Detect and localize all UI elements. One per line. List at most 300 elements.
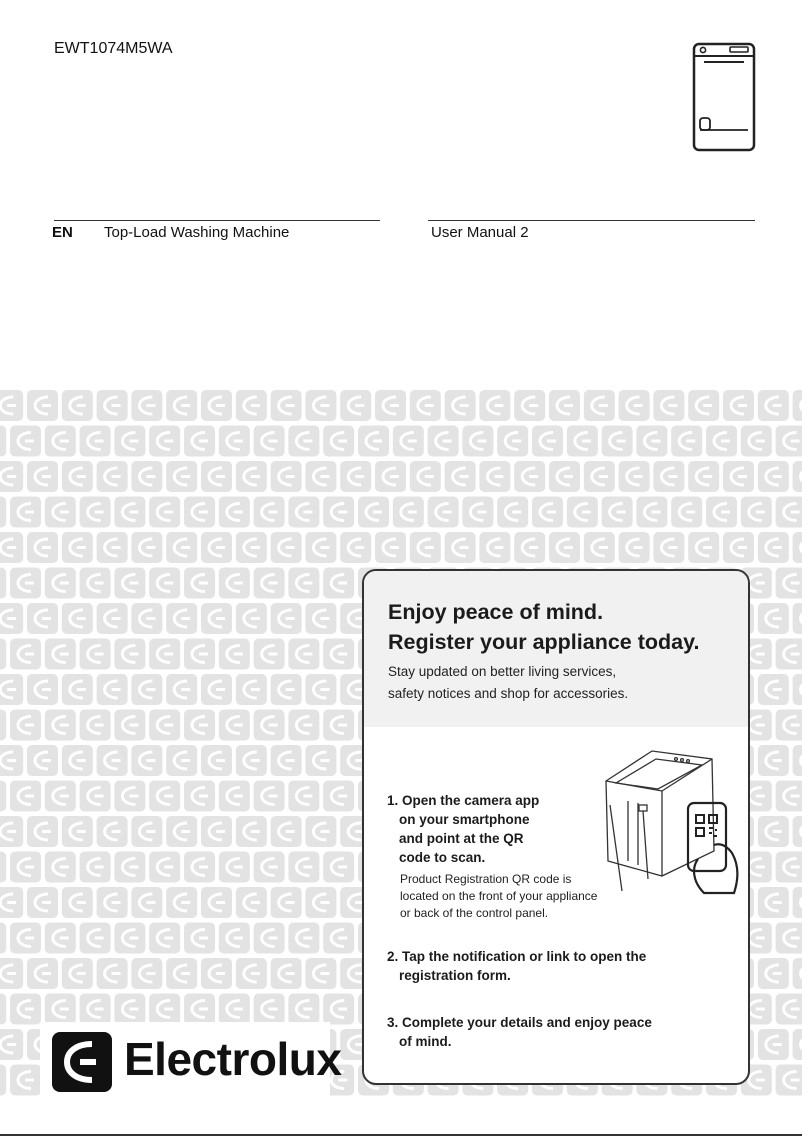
pattern-tile (166, 958, 197, 989)
pattern-tile (166, 887, 197, 918)
pattern-tile (114, 497, 145, 528)
pattern-tile (62, 674, 93, 705)
pattern-tile (0, 958, 23, 989)
pattern-tile (254, 710, 285, 741)
pattern-tile (62, 745, 93, 776)
pattern-tile (254, 426, 285, 457)
pattern-tile (602, 497, 633, 528)
pattern-tile (201, 674, 232, 705)
pattern-tile (166, 603, 197, 634)
pattern-tile (636, 497, 667, 528)
pattern-tile (271, 816, 302, 847)
pattern-tile (254, 994, 285, 1025)
registration-step-3 (387, 1013, 717, 1051)
pattern-tile (114, 639, 145, 670)
pattern-tile (114, 852, 145, 883)
pattern-tile (636, 426, 667, 457)
pattern-tile (479, 532, 510, 563)
pattern-tile (10, 852, 41, 883)
pattern-tile (653, 461, 684, 492)
pattern-tile (62, 390, 93, 421)
pattern-tile (776, 994, 802, 1025)
pattern-tile (219, 568, 250, 599)
pattern-tile (254, 497, 285, 528)
pattern-tile (793, 390, 802, 421)
pattern-tile (584, 461, 615, 492)
registration-step-1 (387, 791, 567, 867)
pattern-tile (793, 674, 802, 705)
pattern-tile (288, 497, 319, 528)
step1-line1: 1. Open the camera app (387, 793, 540, 808)
pattern-tile (271, 674, 302, 705)
pattern-tile (131, 745, 162, 776)
pattern-tile (97, 532, 128, 563)
pattern-tile (27, 674, 58, 705)
pattern-tile (80, 710, 111, 741)
pattern-tile (723, 390, 754, 421)
pattern-tile (271, 958, 302, 989)
pattern-tile (532, 426, 563, 457)
pattern-tile (114, 568, 145, 599)
model-number: EWT1074M5WA (54, 40, 173, 57)
pattern-tile (340, 532, 371, 563)
pattern-tile (549, 390, 580, 421)
pattern-tile (62, 603, 93, 634)
pattern-tile (793, 461, 802, 492)
pattern-tile (758, 745, 789, 776)
pattern-tile (497, 426, 528, 457)
pattern-tile (305, 816, 336, 847)
pattern-tile (671, 497, 702, 528)
pattern-tile (219, 852, 250, 883)
pattern-tile (0, 852, 6, 883)
pattern-tile (549, 461, 580, 492)
pattern-tile (445, 390, 476, 421)
pattern-tile (27, 461, 58, 492)
electrolux-logo-icon (52, 1032, 112, 1092)
pattern-tile (236, 390, 267, 421)
pattern-tile (584, 532, 615, 563)
pattern-tile (288, 710, 319, 741)
pattern-tile (741, 497, 772, 528)
pattern-tile (758, 887, 789, 918)
pattern-tile (271, 603, 302, 634)
pattern-tile (10, 923, 41, 954)
pattern-tile (271, 745, 302, 776)
pattern-tile (166, 674, 197, 705)
step3-line1: 3. Complete your details and enjoy peace (387, 1015, 652, 1030)
pattern-tile (497, 497, 528, 528)
pattern-tile (254, 852, 285, 883)
pattern-tile (184, 426, 215, 457)
pattern-tile (706, 497, 737, 528)
pattern-tile (323, 994, 354, 1025)
pattern-tile (288, 426, 319, 457)
pattern-tile (0, 1065, 6, 1096)
pattern-tile (114, 781, 145, 812)
pattern-tile (271, 461, 302, 492)
pattern-tile (201, 816, 232, 847)
pattern-tile (305, 532, 336, 563)
pattern-tile (0, 923, 6, 954)
pattern-tile (0, 568, 6, 599)
pattern-tile (62, 816, 93, 847)
step2-line2: registration form. (399, 968, 511, 983)
pattern-tile (776, 568, 802, 599)
pattern-tile (27, 816, 58, 847)
pattern-tile (62, 958, 93, 989)
pattern-tile (584, 390, 615, 421)
pattern-tile (166, 390, 197, 421)
pattern-tile (131, 816, 162, 847)
pattern-tile (0, 461, 23, 492)
pattern-tile (149, 852, 180, 883)
pattern-tile (131, 461, 162, 492)
pattern-tile (114, 426, 145, 457)
pattern-tile (741, 426, 772, 457)
pattern-tile (114, 710, 145, 741)
pattern-tile (27, 745, 58, 776)
pattern-tile (0, 994, 6, 1025)
language-code: EN (52, 224, 73, 241)
pattern-tile (97, 674, 128, 705)
pattern-tile (184, 923, 215, 954)
product-type: Top-Load Washing Machine (104, 224, 290, 241)
pattern-tile (0, 1029, 23, 1060)
pattern-tile (758, 532, 789, 563)
pattern-tile (219, 923, 250, 954)
pattern-tile (776, 1065, 802, 1096)
pattern-tile (288, 994, 319, 1025)
pattern-tile (305, 603, 336, 634)
pattern-tile (149, 497, 180, 528)
pattern-tile (793, 1029, 802, 1060)
pattern-tile (323, 497, 354, 528)
pattern-tile (97, 887, 128, 918)
pattern-tile (236, 887, 267, 918)
pattern-tile (323, 639, 354, 670)
pattern-tile (688, 532, 719, 563)
pattern-tile (514, 390, 545, 421)
pattern-tile (80, 568, 111, 599)
pattern-tile (80, 426, 111, 457)
step3-line2: of mind. (399, 1034, 452, 1049)
pattern-tile (793, 887, 802, 918)
pattern-tile (428, 426, 459, 457)
pattern-tile (236, 674, 267, 705)
pattern-tile (254, 639, 285, 670)
pattern-tile (323, 852, 354, 883)
pattern-tile (184, 852, 215, 883)
pattern-tile (10, 781, 41, 812)
pattern-tile (201, 532, 232, 563)
pattern-tile (479, 390, 510, 421)
pattern-tile (305, 461, 336, 492)
pattern-tile (236, 461, 267, 492)
pattern-tile (271, 390, 302, 421)
pattern-tile (201, 603, 232, 634)
pattern-tile (671, 426, 702, 457)
registration-step-1-note (400, 871, 660, 922)
pattern-tile (114, 923, 145, 954)
pattern-tile (758, 958, 789, 989)
pattern-tile (27, 887, 58, 918)
pattern-tile (288, 639, 319, 670)
pattern-tile (375, 390, 406, 421)
pattern-tile (776, 710, 802, 741)
pattern-tile (236, 745, 267, 776)
pattern-tile (602, 426, 633, 457)
pattern-tile (166, 745, 197, 776)
pattern-tile (758, 390, 789, 421)
pattern-tile (45, 781, 76, 812)
pattern-tile (80, 639, 111, 670)
pattern-tile (514, 532, 545, 563)
pattern-tile (80, 497, 111, 528)
pattern-tile (10, 994, 41, 1025)
pattern-tile (236, 958, 267, 989)
pattern-tile (758, 816, 789, 847)
pattern-tile (201, 390, 232, 421)
pattern-tile (305, 674, 336, 705)
pattern-tile (323, 781, 354, 812)
registration-card (362, 569, 750, 1085)
pattern-tile (131, 390, 162, 421)
pattern-tile (688, 461, 719, 492)
pattern-tile (149, 426, 180, 457)
pattern-tile (567, 497, 598, 528)
pattern-tile (288, 852, 319, 883)
pattern-tile (271, 887, 302, 918)
pattern-tile (479, 461, 510, 492)
brand-wordmark: Electrolux (124, 1033, 342, 1085)
pattern-tile (323, 568, 354, 599)
pattern-tile (793, 603, 802, 634)
header-rule-left (54, 220, 380, 221)
registration-lead-line1: Stay updated on better living services, (388, 664, 617, 679)
pattern-tile (340, 390, 371, 421)
step1-line4: code to scan. (399, 850, 486, 865)
pattern-tile (758, 461, 789, 492)
step1-note-line1: Product Registration QR code is (400, 872, 572, 886)
pattern-tile (793, 958, 802, 989)
registration-step-2 (387, 947, 717, 985)
pattern-tile (776, 781, 802, 812)
step1-line2: on your smartphone (399, 812, 530, 827)
pattern-tile (0, 390, 23, 421)
washing-machine-icon (692, 42, 756, 152)
pattern-tile (254, 923, 285, 954)
pattern-tile (10, 1065, 41, 1096)
pattern-tile (0, 426, 6, 457)
pattern-tile (0, 710, 6, 741)
pattern-tile (0, 674, 23, 705)
pattern-tile (532, 497, 563, 528)
pattern-tile (219, 639, 250, 670)
pattern-tile (445, 532, 476, 563)
pattern-tile (549, 532, 580, 563)
pattern-tile (45, 568, 76, 599)
pattern-tile (619, 390, 650, 421)
step2-line1: 2. Tap the notification or link to open the (387, 949, 647, 964)
pattern-tile (184, 994, 215, 1025)
pattern-tile (97, 958, 128, 989)
pattern-tile (0, 497, 6, 528)
pattern-tile (776, 426, 802, 457)
pattern-tile (184, 639, 215, 670)
pattern-tile (0, 887, 23, 918)
pattern-tile (688, 390, 719, 421)
pattern-tile (0, 603, 23, 634)
pattern-tile (149, 710, 180, 741)
pattern-tile (184, 710, 215, 741)
pattern-tile (166, 532, 197, 563)
pattern-tile (27, 390, 58, 421)
pattern-tile (462, 426, 493, 457)
pattern-tile (254, 568, 285, 599)
manual-reference: User Manual 2 (431, 224, 529, 241)
pattern-tile (219, 426, 250, 457)
pattern-tile (305, 958, 336, 989)
pattern-tile (201, 461, 232, 492)
pattern-tile (10, 497, 41, 528)
pattern-tile (653, 532, 684, 563)
pattern-tile (219, 710, 250, 741)
pattern-tile (45, 426, 76, 457)
pattern-tile (323, 923, 354, 954)
pattern-tile (776, 852, 802, 883)
pattern-tile (653, 390, 684, 421)
pattern-tile (62, 461, 93, 492)
pattern-tile (80, 781, 111, 812)
pattern-tile (114, 994, 145, 1025)
pattern-tile (131, 532, 162, 563)
pattern-tile (166, 816, 197, 847)
header-rule-right (428, 220, 755, 221)
pattern-tile (776, 497, 802, 528)
pattern-tile (236, 816, 267, 847)
pattern-tile (45, 994, 76, 1025)
pattern-tile (201, 887, 232, 918)
pattern-tile (80, 923, 111, 954)
pattern-tile (80, 994, 111, 1025)
pattern-tile (323, 426, 354, 457)
pattern-tile (236, 532, 267, 563)
pattern-tile (288, 923, 319, 954)
pattern-tile (358, 497, 389, 528)
pattern-tile (149, 994, 180, 1025)
pattern-tile (10, 710, 41, 741)
pattern-tile (219, 781, 250, 812)
pattern-tile (62, 532, 93, 563)
pattern-tile (410, 532, 441, 563)
pattern-tile (305, 390, 336, 421)
pattern-tile (619, 532, 650, 563)
pattern-tile (723, 532, 754, 563)
pattern-tile (149, 923, 180, 954)
pattern-tile (776, 923, 802, 954)
pattern-tile (410, 461, 441, 492)
pattern-tile (758, 1029, 789, 1060)
pattern-tile (305, 745, 336, 776)
registration-title-line1: Enjoy peace of mind. (388, 600, 604, 624)
pattern-tile (758, 674, 789, 705)
step1-line3: and point at the QR (399, 831, 524, 846)
pattern-tile (340, 461, 371, 492)
pattern-tile (514, 461, 545, 492)
pattern-tile (45, 710, 76, 741)
pattern-tile (758, 603, 789, 634)
pattern-tile (706, 426, 737, 457)
pattern-tile (149, 781, 180, 812)
pattern-tile (723, 461, 754, 492)
pattern-tile (0, 745, 23, 776)
registration-title-line2: Register your appliance today. (388, 630, 700, 654)
step1-note-line2: located on the front of your appliance (400, 889, 598, 903)
pattern-tile (97, 816, 128, 847)
pattern-tile (97, 390, 128, 421)
pattern-tile (10, 639, 41, 670)
pattern-tile (45, 497, 76, 528)
pattern-tile (80, 852, 111, 883)
pattern-tile (793, 816, 802, 847)
pattern-tile (131, 887, 162, 918)
pattern-tile (62, 887, 93, 918)
pattern-tile (27, 603, 58, 634)
pattern-tile (323, 710, 354, 741)
step1-note-line3: or back of the control panel. (400, 906, 549, 920)
pattern-tile (131, 958, 162, 989)
pattern-tile (131, 603, 162, 634)
pattern-tile (45, 923, 76, 954)
pattern-tile (201, 745, 232, 776)
pattern-tile (793, 745, 802, 776)
pattern-tile (45, 852, 76, 883)
pattern-tile (149, 639, 180, 670)
pattern-tile (184, 497, 215, 528)
pattern-tile (97, 461, 128, 492)
pattern-tile (27, 532, 58, 563)
pattern-tile (776, 639, 802, 670)
pattern-tile (131, 674, 162, 705)
pattern-tile (410, 390, 441, 421)
registration-title (388, 597, 699, 657)
pattern-tile (0, 532, 23, 563)
pattern-tile (793, 532, 802, 563)
pattern-tile (0, 639, 6, 670)
pattern-tile (428, 497, 459, 528)
pattern-tile (288, 781, 319, 812)
pattern-tile (393, 497, 424, 528)
pattern-tile (0, 816, 23, 847)
registration-lead (388, 661, 728, 705)
pattern-tile (27, 958, 58, 989)
pattern-tile (10, 426, 41, 457)
pattern-tile (184, 781, 215, 812)
pattern-tile (358, 426, 389, 457)
pattern-tile (288, 568, 319, 599)
pattern-tile (445, 461, 476, 492)
pattern-tile (254, 781, 285, 812)
pattern-tile (184, 568, 215, 599)
pattern-tile (219, 994, 250, 1025)
pattern-tile (0, 781, 6, 812)
pattern-tile (201, 958, 232, 989)
pattern-tile (236, 603, 267, 634)
registration-lead-line2: safety notices and shop for accessories. (388, 686, 629, 701)
pattern-tile (97, 603, 128, 634)
pattern-tile (305, 887, 336, 918)
